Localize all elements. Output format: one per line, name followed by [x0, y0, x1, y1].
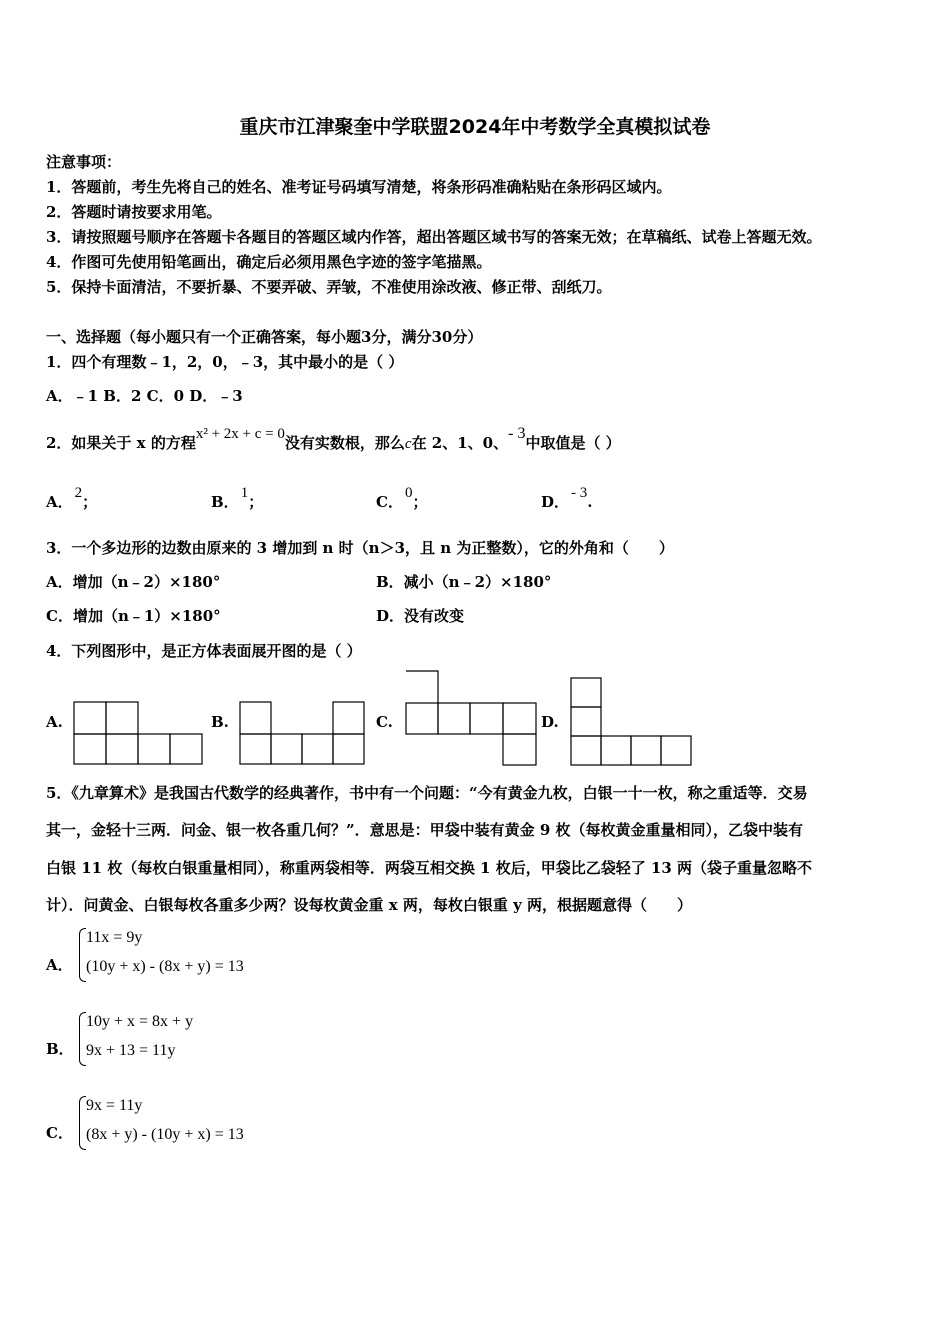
q4-stem: 4．下列图形中，是正方体表面展开图的是（ ）	[46, 642, 362, 660]
q4-net-a[interactable]	[72, 700, 204, 766]
q2-option-c[interactable]: C． 0；	[376, 485, 428, 511]
q4-option-d-label[interactable]: D.	[541, 713, 559, 731]
q4-option-c-label[interactable]: C.	[376, 713, 393, 731]
q5-option-c-eq1: 9x = 11y	[86, 1097, 143, 1114]
q2-option-a[interactable]: A． 2；	[46, 485, 98, 511]
q5-option-c-eq2: (8x + y) - (10y + x) = 13	[86, 1126, 244, 1143]
q5-line-2: 其一，金轻十三两．问金、银一枚各重几何？”．意思是：甲袋中装有黄金 9 枚（每枚黄金重量相同），乙袋中装有	[46, 821, 804, 839]
q5-option-b-eq1: 10y + x = 8x + y	[86, 1013, 194, 1030]
q2-mid2: 在 2、1、0、	[411, 434, 509, 452]
q5-option-c-label[interactable]: C．	[46, 1124, 73, 1142]
notes-heading: 注意事项：	[46, 153, 122, 171]
q5-line-1: 5．《九章算术》是我国古代数学的经典著作，书中有一个问题：“今有黄金九枚，白银一十一枚，称之重适等．交易	[46, 784, 808, 802]
note-item-2: 2．答题时请按要求用笔。	[46, 203, 222, 221]
q1-stem: 1．四个有理数﹣1，2，0，﹣3，其中最小的是（ ）	[46, 353, 404, 371]
q3-option-b[interactable]: B．减小（n﹣2）×180°	[376, 573, 552, 591]
q4-option-b-label[interactable]: B.	[211, 713, 229, 731]
note-item-5: 5．保持卡面清洁，不要折暴、不要弄破、弄皱，不准使用涂改液、修正带、刮纸刀。	[46, 278, 612, 296]
q2-option-b[interactable]: B． 1；	[211, 485, 264, 511]
q2-prefix: 2．如果关于 x 的方程	[46, 434, 196, 452]
q5-option-b-brace	[79, 1012, 86, 1066]
q2-equation: x² + 2x + c = 0	[195, 426, 285, 442]
q5-option-b-eq2: 9x + 13 = 11y	[86, 1042, 176, 1059]
q2-var: c	[404, 436, 412, 452]
q5-option-a-eq2: (10y + x) - (8x + y) = 13	[86, 958, 244, 975]
q3-option-c[interactable]: C．增加（n﹣1）×180°	[46, 607, 221, 625]
q3-option-d[interactable]: D．没有改变	[376, 607, 465, 625]
note-item-1: 1．答题前，考生先将自己的姓名、准考证号码填写清楚，将条形码准确粘贴在条形码区域内。	[46, 178, 672, 196]
q3-stem: 3．一个多边形的边数由原来的 3 增加到 n 时（n＞3，且 n 为正整数），它的外角和（ ）	[46, 539, 674, 557]
q4-net-b[interactable]	[238, 700, 368, 766]
section-heading: 一、选择题（每小题只有一个正确答案，每小题3分，满分30分）	[46, 328, 483, 346]
q5-option-b-label[interactable]: B．	[46, 1040, 74, 1058]
q4-option-a-label[interactable]: A.	[46, 713, 63, 731]
q5-option-a-label[interactable]: A．	[46, 956, 73, 974]
q3-option-a[interactable]: A．增加（n﹣2）×180°	[46, 573, 221, 591]
page-title: 重庆市江津聚奎中学联盟2024年中考数学全真模拟试卷	[239, 116, 711, 138]
q2-neg3: - 3	[508, 425, 526, 442]
q2-stem	[46, 425, 621, 454]
q5-option-a-brace	[79, 928, 86, 982]
note-item-4: 4．作图可先使用铅笔画出，确定后必须用黑色字迹的签字笔描黑。	[46, 253, 492, 271]
q4-net-d[interactable]	[569, 676, 693, 768]
q5-option-a-eq1: 11x = 9y	[86, 929, 143, 946]
q4-net-c[interactable]	[404, 669, 540, 767]
q1-options: A．﹣1 B．2 C．0 D．﹣3	[46, 387, 243, 405]
q5-option-c-brace	[79, 1096, 86, 1150]
q5-line-4: 计）．问黄金、白银每枚各重多少两？设每枚黄金重 x 两，每枚白银重 y 两，根据题意得（ ）	[46, 896, 693, 914]
note-item-3: 3．请按照题号顺序在答题卡各题目的答题区域内作答，超出答题区域书写的答案无效；在草稿纸、试卷上答题无效。	[46, 228, 822, 246]
q2-suffix: 中取值是（ ）	[525, 434, 621, 452]
q5-line-3: 白银 11 枚（每枚白银重量相同），称重两袋相等．两袋互相交换 1 枚后，甲袋比乙袋轻了 13 两（袋子重量忽略不	[46, 859, 813, 877]
q2-option-d[interactable]: D． - 3.	[541, 485, 593, 511]
q2-mid: 没有实数根，那么	[284, 434, 405, 452]
